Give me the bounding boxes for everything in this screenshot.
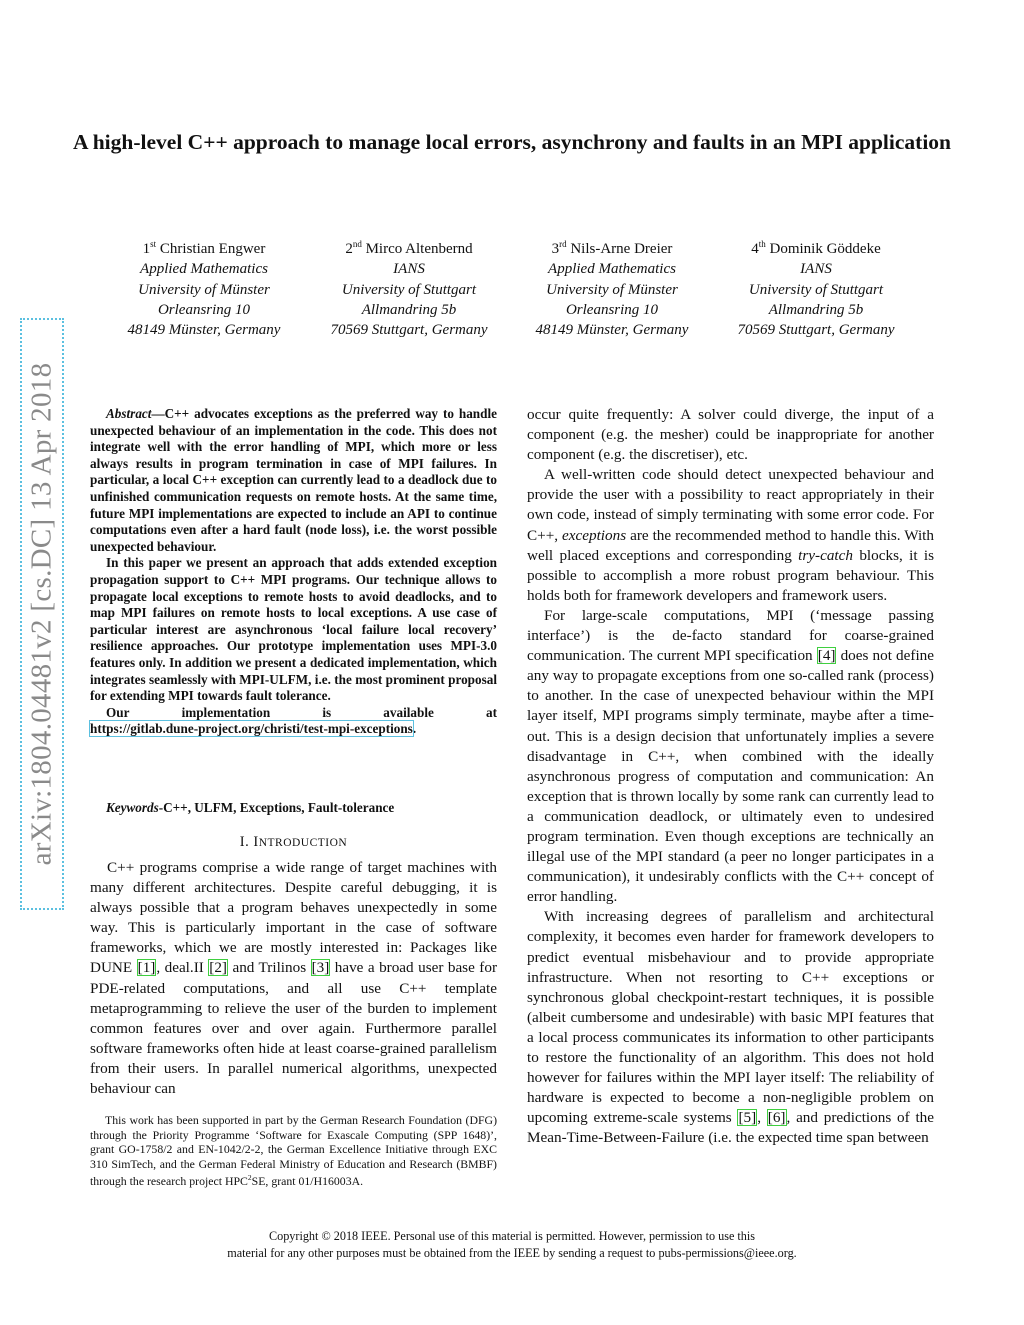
citation-link[interactable]: [2] (209, 959, 227, 977)
abstract-p2: In this paper we present an approach that adds extended exception propagation support to C++ MPI programs. Our technique allows to propagate local exceptions to remote hosts to avoid deadlocks, and to map MPI failures on remote hosts to local exceptions. A use case of particular interest are asynchronous ‘local failure local recovery’ resilience approaches. Our prototype implementation uses MPI-3.0 features only. In addition we present a dedicated implementation, which integrates seamlessly with MPI-ULFM, i.e. the most prominent proposal for extending MPI towards fault tolerance. (90, 555, 497, 704)
citation-link[interactable]: [3] (311, 959, 330, 977)
paper-title: A high-level C++ approach to manage local errors, asynchrony and faults in an MPI application (73, 130, 951, 154)
arxiv-id: arXiv:1804.04481v2 [cs.DC] 13 Apr 2018 (25, 362, 58, 866)
introduction-text: C++ programs comprise a wide range of target machines with many different architectures. Despite careful debugging, it is always possible that a program behaves unexpectedly in some way. This is particularly important in the case of software frameworks, which we are mostly interested in: Packages like DUNE [1], deal.II [2] and Trilinos [3] have a broad user base for PDE-related computations, and all use C++ template metaprogramming to relieve the user of the burden to implement common features over and over again. Furthermore parallel software frameworks often hide at least coarse-grained parallelism from their users. In parallel numerical algorithms, unexpected behaviour can (90, 859, 497, 1098)
abstract: Abstract—C++ advocates exceptions as the preferred way to handle unexpected behaviour of an implementation in the code. This does not integrate well with the error handling of MPI, which more or less always results in program termination in case of MPI failures. In particular, a local C++ exception can currently lead to a deadlock due to unfinished communication requests on remote hosts. At the same time, future MPI implementations are expected to include an API to continue computations even after a hard fault (node loss), i.e. the worst possible unexpected behaviour. In this paper we present an approach that adds extended exception propagation support to C++ MPI programs. Our technique allows to propagate local exceptions to remote hosts to avoid deadlocks, and to map MPI failures on remote hosts to local exceptions. A use case of particular interest are asynchronous ‘local failure local recovery’ resilience approaches. Our prototype implementation uses MPI-3.0 features only. In addition we present a dedicated implementation, which integrates seamlessly with MPI-ULFM, i.e. the most prominent proposal for extending MPI towards fault tolerance. Our implementation is available at https://gitlab.dune-project.org/christi/test-mpi-exceptions. (90, 406, 497, 737)
author-name: Christian Engwer (159, 241, 266, 257)
author-block: 1st Christian Engwer Applied Mathematics University of Münster Orleansring 10 48149 Münster, Germany (127, 239, 281, 339)
repo-link[interactable]: https://gitlab.dune-project.org/christi/test-mpi-exceptions (90, 721, 413, 737)
citation-link[interactable]: [6] (767, 1109, 786, 1127)
keywords: Keywords-C++, ULFM, Exceptions, Fault-tolerance (106, 800, 395, 815)
availability-line: Our implementation is available at (106, 704, 497, 720)
author-block: 4th Dominik Göddeke IANS University of Stuttgart Allmandring 5b 70569 Stuttgart, Germany (737, 239, 895, 339)
copyright-notice: Copyright © 2018 IEEE. Personal use of this material is permitted. However, permission to use this material for any other purposes must be obtained from the IEEE by sending a request to pubs-permissions@ieee.org. (227, 1229, 797, 1260)
author-block: 3rd Nils-Arne Dreier Applied Mathematics University of Münster Orleansring 10 48149 Münster, Germany (535, 239, 689, 339)
author-name: Nils-Arne Dreier (570, 241, 673, 257)
funding-footnote: This work has been supported in part by the German Research Foundation (DFG) through the Priority Programme ‘Software for Exascale Computing (SPP 1648)’, grant GO-1758/2 and EN-1042/2-2, the German Excellence Initiative through EXC 310 SimTech, and the German Federal Ministry of Education and Research (BMBF) through the research project HPC$^2$SE, grant 01/H16003A. (90, 1113, 497, 1188)
abstract-p1: C++ advocates exceptions as the preferred way to handle unexpected behaviour of an implementation in the code. This does not integrate well with the error handling of MPI, which more or less always results in program termination in case of MPI failures. In particular, a local C++ exception can currently lead to a deadlock due to unfinished communication requests on remote hosts. At the same time, future MPI implementations are expected to include an API to continue computations even after a hard fault (node loss), i.e. the worst possible unexpected behaviour. (90, 406, 497, 554)
author-name: Dominik Göddeke (769, 241, 881, 257)
citation-link[interactable]: [4] (817, 647, 836, 665)
section-heading: I. INTRODUCTION (239, 834, 348, 850)
author-name: Mirco Altenbernd (365, 241, 473, 257)
right-column-text: occur quite frequently: A solver could diverge, the input of a component (e.g. the mesher) could be inappropriate for another component (e.g. the discretiser), etc. A well-written code should detect unexpected behaviour and provide the user with a possibility to react appropriately in their own code, instead of simply terminating with some error code. For C++, exceptions are the recommended method to handle this. With well placed exceptions and corresponding try-catch blocks, it is possible to accomplish a more robust program behaviour. This holds both for framework developers and framework users. For large-scale computations, MPI (‘message passing interface’) is the de-facto standard for coarse-grained communication. The current MPI specification [4] does not define any way to propagate exceptions from one so-called rank (process) to another. In the case of unexpected behaviour within the MPI layer itself, MPI programs simply terminate, maybe after a time-out. This is a design decision that unfortunately implies a severe disadvantage in C++, when combined with the ideally asynchronous progress of computation and communication: An exception that is thrown locally by some rank can currently lead to a communication deadlock, or ultimately even to undesired program termination. Even though exceptions are technically an illegal use of the MPI standard (a peer no longer participates in a communication), it undesirably conflicts with the C++ concept of error handling. With increasing degrees of parallelism and architectural complexity, it becomes even harder for framework developers to predict eventual misbehaviour and to provide appropriate infrastructure. When not resorting to C++ exceptions or synchronous global checkpoint-restart techniques, it is possible (albeit cumbersome and undesirable) with basic MPI features that a local process communicates its information to other participants to restore the functionality of an algorithm. This does not hold however for failures within the MPI layer itself: The reliability of hardware is expected to become a non-negligible problem on upcoming extreme-scale systems [5], [6], and predictions of the Mean-Time-Between-Failure (i.e. the expected time span between (527, 406, 935, 1147)
arxiv-stamp (20, 318, 64, 910)
abstract-label: Abstract (106, 406, 152, 421)
citation-link[interactable]: [1] (137, 959, 156, 977)
citation-link[interactable]: [5] (738, 1109, 757, 1127)
author-block: 2nd Mirco Altenbernd IANS University of Stuttgart Allmandring 5b 70569 Stuttgart, Germany (330, 239, 488, 339)
